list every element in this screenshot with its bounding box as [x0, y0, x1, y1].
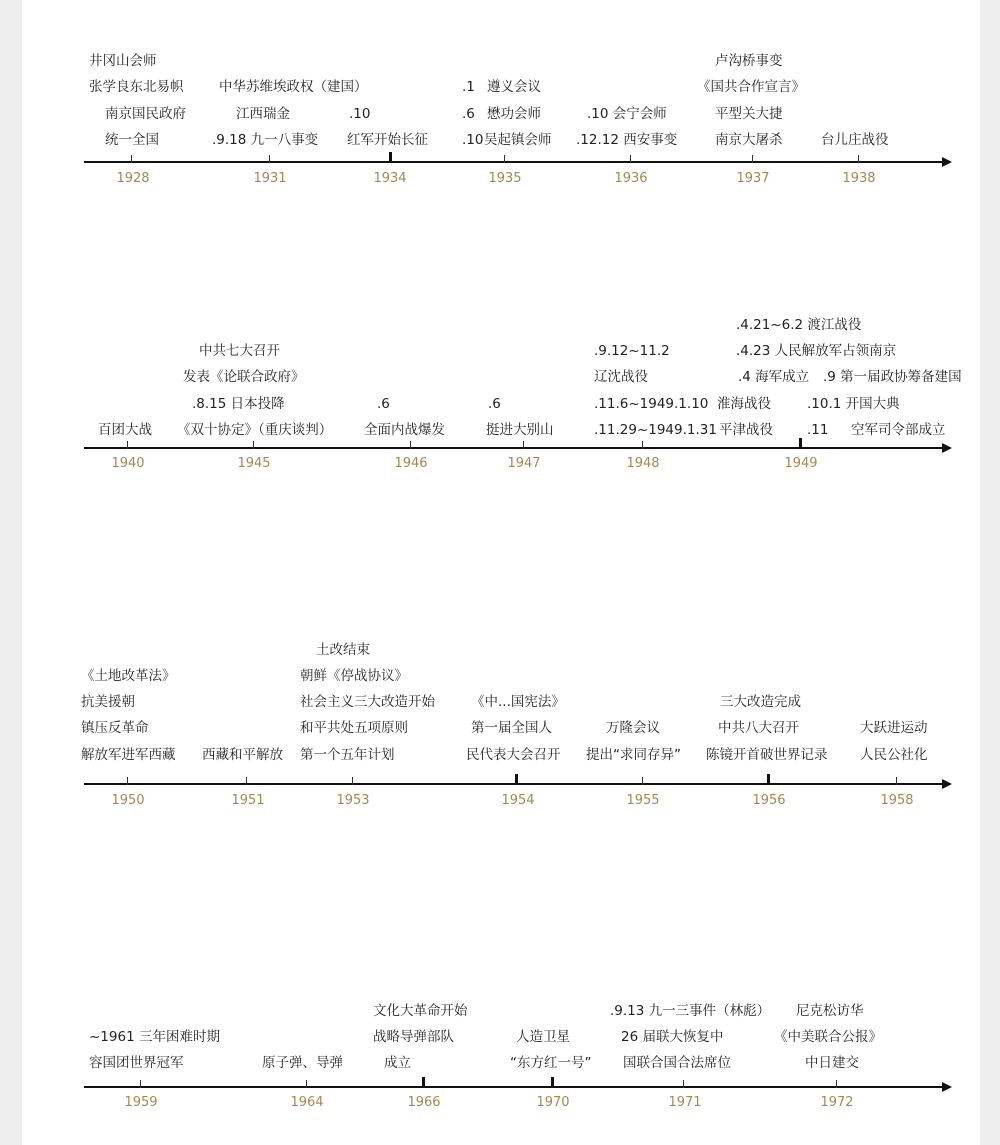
event-label: 国联合国合法席位 — [623, 1055, 731, 1071]
year-label: 1951 — [231, 793, 265, 808]
event-label: 张学良东北易帜 — [89, 79, 184, 95]
axis-arrow — [942, 1082, 952, 1092]
event-label: 抗美援朝 — [81, 694, 135, 710]
event-label: 南京国民政府 — [105, 106, 186, 122]
year-label: 1935 — [488, 171, 522, 186]
event-label: .10.1 开国大典 — [807, 396, 900, 412]
event-label: 第一届全国人 — [471, 720, 552, 736]
event-label: .10 — [462, 132, 484, 148]
year-label: 1971 — [668, 1095, 702, 1110]
event-label: 井冈山会师 — [89, 53, 157, 69]
event-label: 万隆会议 — [606, 720, 660, 736]
year-label: 1954 — [501, 793, 535, 808]
event-label: .9.12~11.2 — [594, 343, 670, 359]
event-label: .6 — [488, 396, 501, 412]
event-label: 中共八大召开 — [718, 720, 799, 736]
event-label: 统一全国 — [105, 132, 159, 148]
event-label: 社会主义三大改造开始 — [300, 694, 435, 710]
event-label: 吴起镇会师 — [484, 132, 552, 148]
year-label: 1948 — [626, 456, 660, 471]
event-label: 人造卫星 — [516, 1029, 570, 1045]
event-label: .11.29~1949.1.31 — [594, 422, 717, 438]
event-label: .9.13 九一三事件（林彪） — [610, 1003, 771, 1019]
event-label: 人民公社化 — [860, 747, 928, 763]
year-label: 1964 — [290, 1095, 324, 1110]
event-label: 和平共处五项原则 — [300, 720, 408, 736]
event-label: 提出“求同存异” — [586, 747, 681, 763]
year-label: 1945 — [237, 456, 271, 471]
event-label: 陈镜开首破世界记录 — [706, 747, 828, 763]
event-label: 土改结束 — [316, 642, 370, 658]
event-label: 中共七大召开 — [199, 343, 280, 359]
tick — [422, 1077, 425, 1087]
year-label: 1946 — [394, 456, 428, 471]
event-label: .11.6~1949.1.10 — [594, 396, 709, 412]
event-label: .6 — [462, 106, 475, 122]
event-label: 遵义会议 — [487, 79, 541, 95]
event-label: 第一个五年计划 — [300, 747, 395, 763]
event-label: 百团大战 — [98, 422, 152, 438]
event-label: 西藏和平解放 — [202, 747, 283, 763]
tick — [306, 1080, 307, 1088]
event-label: “东方红一号” — [510, 1055, 592, 1071]
event-label: 战略导弹部队 — [373, 1029, 454, 1045]
event-label: 朝鲜《停战协议》 — [300, 668, 408, 684]
event-label: .10 会宁会师 — [587, 106, 667, 122]
year-label: 1949 — [784, 456, 818, 471]
event-label: 26 届联大恢复中 — [621, 1029, 724, 1045]
event-label: .12.12 西安事变 — [576, 132, 678, 148]
event-label: 尼克松访华 — [796, 1003, 864, 1019]
event-label: 民代表大会召开 — [466, 747, 561, 763]
event-label: .4 海军成立 — [738, 369, 810, 385]
event-label: 原子弹、导弹 — [262, 1055, 343, 1071]
event-label: 大跃进运动 — [860, 720, 928, 736]
event-label: .11 — [807, 422, 829, 438]
tick — [140, 1080, 141, 1088]
event-label: 成立 — [384, 1055, 411, 1071]
event-label: 红军开始长征 — [347, 132, 428, 148]
event-label: 文化大革命开始 — [373, 1003, 468, 1019]
event-label: 全面内战爆发 — [364, 422, 445, 438]
event-label: .8.15 日本投降 — [192, 396, 285, 412]
year-label: 1959 — [124, 1095, 158, 1110]
year-label: 1970 — [536, 1095, 570, 1110]
event-label: .10 — [349, 106, 371, 122]
year-label: 1938 — [842, 171, 876, 186]
event-label: 容国团世界冠军 — [89, 1055, 184, 1071]
event-label: 《中...国宪法》 — [471, 694, 565, 710]
event-label: 发表《论联合政府》 — [183, 369, 305, 385]
event-label: ~1961 三年困难时期 — [89, 1029, 220, 1045]
event-label: 南京大屠杀 — [715, 132, 783, 148]
event-label: 平型关大捷 — [715, 106, 783, 122]
event-label: 空军司令部成立 — [851, 422, 946, 438]
tick — [836, 1080, 837, 1088]
event-label: 三大改造完成 — [720, 694, 801, 710]
year-label: 1953 — [336, 793, 370, 808]
year-label: 1958 — [880, 793, 914, 808]
year-label: 1950 — [111, 793, 145, 808]
event-label: .9 第一届政协筹备建国 — [823, 369, 962, 385]
event-label: 《双十协定》（重庆谈判） — [177, 422, 333, 438]
axis-line — [84, 1086, 944, 1088]
event-label: 台儿庄战役 — [821, 132, 889, 148]
event-label: 懋功会师 — [487, 106, 541, 122]
event-label: 镇压反革命 — [81, 720, 149, 736]
year-label: 1956 — [752, 793, 786, 808]
event-label: .4.23 人民解放军占领南京 — [736, 343, 897, 359]
event-label: 《中美联合公报》 — [774, 1029, 882, 1045]
year-label: 1934 — [373, 171, 407, 186]
event-label: 中日建交 — [805, 1055, 859, 1071]
event-label: 挺进大别山 — [486, 422, 554, 438]
event-label: 《国共合作宣言》 — [697, 79, 805, 95]
event-label: .6 — [377, 396, 390, 412]
year-label: 1947 — [507, 456, 541, 471]
year-label: 1940 — [111, 456, 145, 471]
event-label: 中华苏维埃政权（建国） — [219, 79, 368, 95]
event-label: 江西瑞金 — [236, 106, 290, 122]
event-label: 卢沟桥事变 — [715, 53, 783, 69]
event-label: .9.18 九一八事变 — [212, 132, 319, 148]
year-label: 1931 — [253, 171, 287, 186]
event-label: 《土地改革法》 — [81, 668, 176, 684]
year-label: 1966 — [407, 1095, 441, 1110]
event-label: 淮海战役 — [717, 396, 771, 412]
tick — [683, 1080, 684, 1088]
year-label: 1937 — [736, 171, 770, 186]
event-label: 解放军进军西藏 — [81, 747, 176, 763]
event-label: .4.21~6.2 渡江战役 — [736, 317, 862, 333]
year-label: 1955 — [626, 793, 660, 808]
year-label: 1928 — [116, 171, 150, 186]
year-label: 1936 — [614, 171, 648, 186]
tick — [551, 1077, 554, 1087]
event-label: .1 — [462, 79, 475, 95]
event-label: 辽沈战役 — [594, 369, 648, 385]
event-label: 平津战役 — [719, 422, 773, 438]
year-label: 1972 — [820, 1095, 854, 1110]
